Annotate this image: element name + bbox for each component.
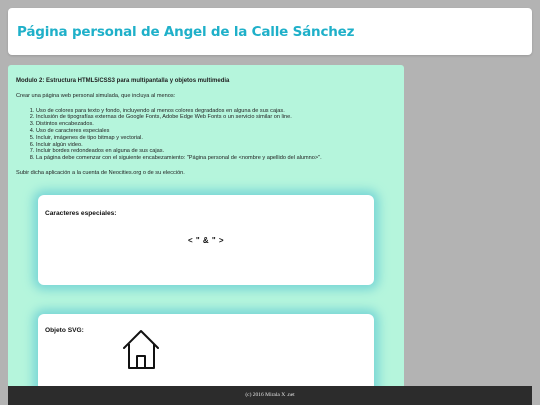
special-characters-card (38, 195, 374, 285)
main-content[interactable] (8, 65, 404, 395)
card-heading: Caracteres especiales: (45, 210, 117, 217)
special-characters: < " & " > (187, 236, 225, 245)
page-title: Página personal de Angel de la Calle Sánchez (17, 24, 355, 40)
list-item: 7. Incluir bordes redondeados en alguna de sus cajas. (36, 148, 396, 155)
list-item: 6. Incluir algún video. (36, 142, 396, 149)
closing-text: Subir dicha aplicación a la cuenta de Neocities.org o de su elección. (16, 169, 185, 176)
list-item: 1. Uso de colores para texto y fondo, incluyendo al menos colores degradados en alguna de sus cajas. (36, 108, 396, 115)
module-title: Modulo 2: Estructura HTML5/CSS3 para multipantalla y objetos multimedia (16, 78, 230, 84)
requirements-list (16, 108, 396, 162)
house-icon (121, 327, 161, 371)
page-header (8, 8, 532, 55)
list-item: 3. Distintos encabezados. (36, 121, 396, 128)
list-item: 8. La página debe comenzar con el siguiente encabezamiento: "Página personal de <nombre y apellido del alumno>". (36, 155, 396, 162)
list-item: 2. Inclusión de tipografías externas de Google Fonts, Adobe Edge Web Fonts o un servicio similar on line. (36, 114, 396, 121)
svg-object-card (38, 314, 374, 395)
footer-text: (c) 2016 Mirala X .net (245, 392, 295, 398)
list-item: 4. Uso de caracteres especiales (36, 128, 396, 135)
card-heading: Objeto SVG: (45, 327, 84, 334)
list-item: 5. Incluir, imágenes de tipo bitmap y vectorial. (36, 135, 396, 142)
intro-section (16, 78, 396, 177)
intro-text: Crear una página web personal simulada, que incluya al menos: (16, 92, 176, 99)
page-footer (8, 386, 532, 405)
